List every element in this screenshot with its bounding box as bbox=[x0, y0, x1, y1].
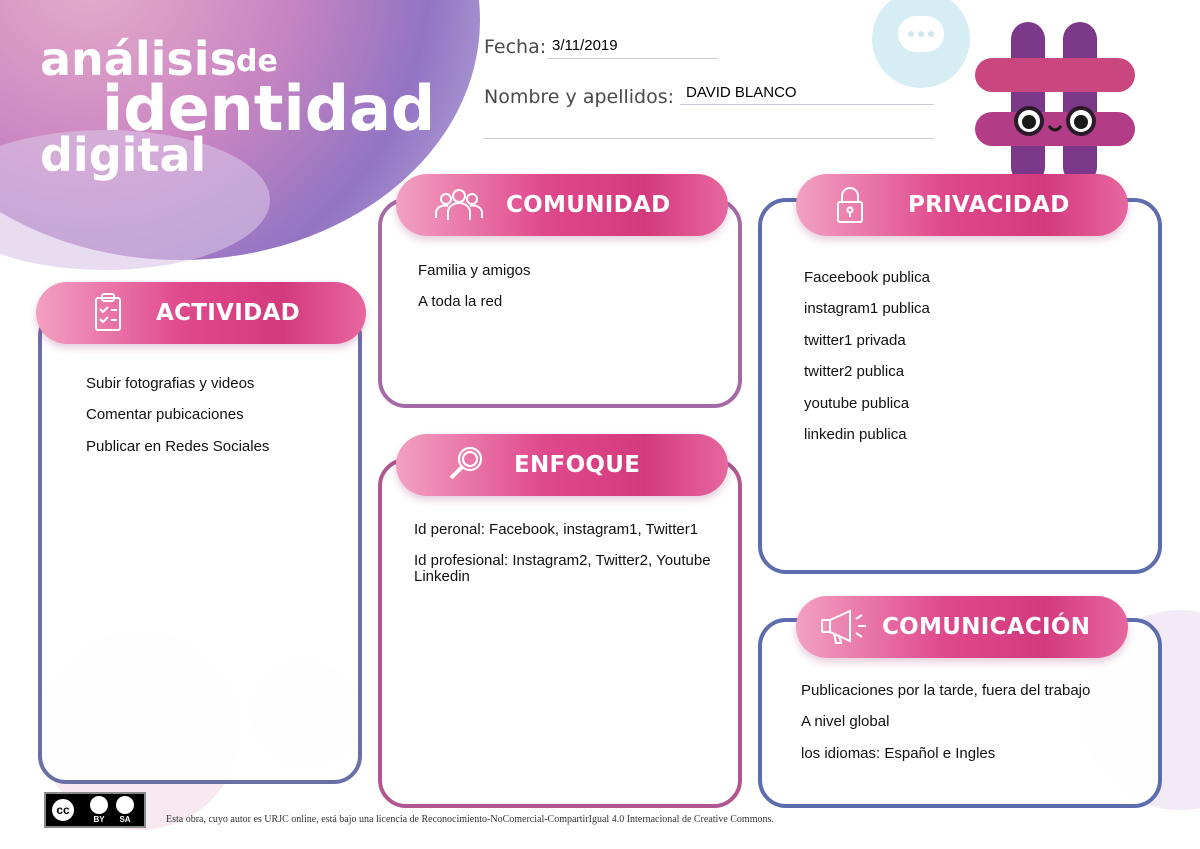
actividad-item: Publicar en Redes Sociales bbox=[86, 438, 270, 455]
date-field[interactable]: 3/11/2019 bbox=[552, 37, 618, 54]
padlock-icon bbox=[830, 184, 870, 224]
actividad-title: ACTIVIDAD bbox=[156, 300, 300, 326]
name-field[interactable]: DAVID BLANCO bbox=[686, 84, 797, 101]
actividad-item: Subir fotografias y videos bbox=[86, 375, 255, 392]
privacidad-item: twitter1 privada bbox=[804, 332, 906, 349]
clipboard-checklist-icon bbox=[88, 292, 128, 332]
comunidad-header bbox=[396, 174, 728, 236]
title-word-analisis: análisis bbox=[40, 32, 237, 86]
comunidad-title: COMUNIDAD bbox=[506, 192, 671, 218]
name-underline bbox=[680, 104, 934, 105]
creative-commons-badge[interactable] bbox=[44, 792, 146, 828]
people-group-icon bbox=[434, 184, 484, 224]
by-label: BY bbox=[93, 815, 105, 824]
chat-bubble-icon bbox=[898, 16, 944, 52]
license-text: Esta obra, cuyo autor es URJC online, está bajo una licencia de Reconocimiento-NoComercial-CompartirIgual 4.0 Internacional de Creative Commons. bbox=[166, 814, 774, 825]
privacidad-item: Faceebook publica bbox=[804, 269, 930, 286]
title-word-identidad: identidad bbox=[102, 72, 436, 145]
comunidad-item: A toda la red bbox=[418, 293, 503, 310]
privacidad-header bbox=[796, 174, 1128, 236]
date-label: Fecha: bbox=[484, 36, 547, 58]
cc-logo-icon: cc bbox=[50, 797, 76, 823]
enfoque-title: ENFOQUE bbox=[514, 452, 641, 478]
comunicacion-title: COMUNICACIÓN bbox=[882, 614, 1091, 640]
sa-label: SA bbox=[119, 815, 131, 824]
enfoque-item: Id profesional: Instagram2, Twitter2, Youtube Linkedin bbox=[414, 552, 711, 585]
by-person-icon bbox=[90, 796, 108, 814]
title-word-digital: digital bbox=[40, 128, 207, 182]
comunicacion-item: A nivel global bbox=[801, 713, 890, 730]
privacidad-item: linkedin publica bbox=[804, 426, 907, 443]
privacidad-item: twitter2 publica bbox=[804, 363, 905, 380]
actividad-header bbox=[36, 282, 366, 344]
privacidad-title: PRIVACIDAD bbox=[908, 192, 1070, 218]
title-word-de: de bbox=[236, 44, 278, 79]
comunicacion-item: Publicaciones por la tarde, fuera del trabajo bbox=[801, 682, 1091, 699]
privacidad-item: instagram1 publica bbox=[804, 300, 930, 317]
extra-underline bbox=[484, 138, 934, 139]
comunicacion-header bbox=[796, 596, 1128, 658]
date-underline bbox=[548, 58, 718, 59]
hashtag-mascot bbox=[975, 22, 1135, 184]
share-alike-icon bbox=[116, 796, 134, 814]
privacidad-card bbox=[758, 198, 1162, 574]
name-label: Nombre y apellidos: bbox=[484, 86, 675, 108]
comunidad-item: Familia y amigos bbox=[418, 262, 531, 279]
actividad-item: Comentar pubicaciones bbox=[86, 406, 244, 423]
privacidad-item: youtube publica bbox=[804, 395, 910, 412]
comunicacion-item: los idiomas: Español e Ingles bbox=[801, 745, 996, 762]
magnifier-icon bbox=[446, 444, 486, 484]
enfoque-header bbox=[396, 434, 728, 496]
enfoque-card bbox=[378, 458, 742, 808]
enfoque-item: Id peronal: Facebook, instagram1, Twitter1 bbox=[414, 521, 699, 538]
megaphone-icon bbox=[820, 607, 872, 647]
